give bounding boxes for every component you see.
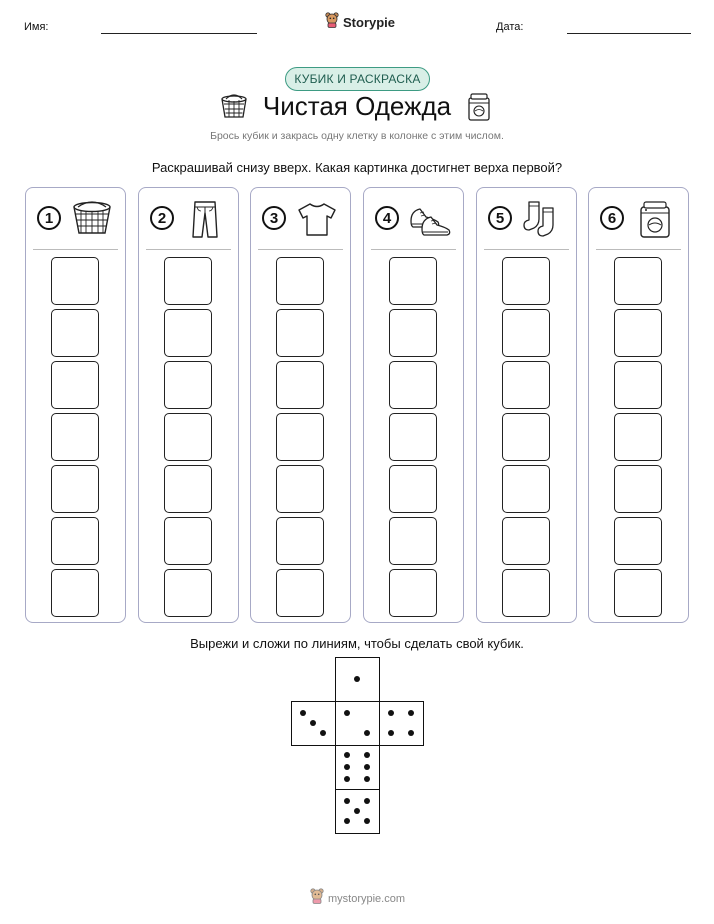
coloring-cell[interactable] <box>502 413 550 461</box>
coloring-cell[interactable] <box>614 309 662 357</box>
column-6 <box>588 187 689 623</box>
die-pip <box>354 676 360 682</box>
coloring-cell[interactable] <box>164 465 212 513</box>
coloring-cell[interactable] <box>164 517 212 565</box>
coloring-cell[interactable] <box>502 257 550 305</box>
column-divider <box>258 249 343 250</box>
coloring-cell[interactable] <box>614 465 662 513</box>
column-2 <box>138 187 239 623</box>
coloring-cell[interactable] <box>389 361 437 409</box>
coloring-cell[interactable] <box>502 465 550 513</box>
die-pip <box>388 710 394 716</box>
column-number: 4 <box>375 206 399 230</box>
coloring-cell[interactable] <box>51 309 99 357</box>
storypie-mascot-icon <box>310 888 324 909</box>
column-number: 3 <box>262 206 286 230</box>
socks-icon <box>521 199 565 244</box>
coloring-cell[interactable] <box>502 569 550 617</box>
coloring-cell[interactable] <box>389 569 437 617</box>
column-4 <box>363 187 464 623</box>
coloring-cell[interactable] <box>614 517 662 565</box>
die-pip <box>364 730 370 736</box>
die-pip <box>388 730 394 736</box>
die-pip <box>344 818 350 824</box>
column-number: 2 <box>150 206 174 230</box>
sneakers-icon <box>408 199 454 244</box>
coloring-cell[interactable] <box>164 569 212 617</box>
die-pip <box>364 752 370 758</box>
coloring-cell[interactable] <box>389 309 437 357</box>
footer <box>310 888 405 909</box>
page-title: Чистая Одежда <box>262 91 452 121</box>
coloring-cell[interactable] <box>389 257 437 305</box>
name-line <box>101 33 257 34</box>
column-number: 5 <box>488 206 512 230</box>
die-face <box>335 657 380 702</box>
coloring-cell[interactable] <box>614 413 662 461</box>
coloring-cell[interactable] <box>51 257 99 305</box>
die-pip <box>364 764 370 770</box>
storypie-mascot-icon <box>325 12 339 33</box>
die-pip <box>310 720 316 726</box>
column-divider <box>146 249 231 250</box>
cut-instruction: Вырежи и сложи по линиям, чтобы сделать свой кубик. <box>190 636 524 651</box>
column-divider <box>371 249 456 250</box>
die-pip <box>408 730 414 736</box>
column-number: 6 <box>600 206 624 230</box>
coloring-cell[interactable] <box>389 413 437 461</box>
date-line <box>567 33 691 34</box>
coloring-cell[interactable] <box>276 517 324 565</box>
die-face <box>335 789 380 834</box>
die-pip <box>344 764 350 770</box>
coloring-cell[interactable] <box>164 257 212 305</box>
coloring-cell[interactable] <box>502 309 550 357</box>
die-pip <box>300 710 306 716</box>
die-pip <box>344 710 350 716</box>
coloring-cell[interactable] <box>164 309 212 357</box>
die-pip <box>344 798 350 804</box>
coloring-cell[interactable] <box>389 465 437 513</box>
column-divider <box>33 249 118 250</box>
die-face <box>291 701 336 746</box>
coloring-cell[interactable] <box>276 257 324 305</box>
coloring-cell[interactable] <box>276 569 324 617</box>
column-number: 1 <box>37 206 61 230</box>
die-pip <box>364 776 370 782</box>
coloring-cell[interactable] <box>276 309 324 357</box>
name-label: Имя: <box>24 21 49 33</box>
coloring-cell[interactable] <box>614 569 662 617</box>
logo <box>325 12 395 33</box>
coloring-cell[interactable] <box>164 361 212 409</box>
die-pip <box>364 818 370 824</box>
coloring-cell[interactable] <box>51 569 99 617</box>
coloring-cell[interactable] <box>389 517 437 565</box>
subtitle: Брось кубик и закрась одну клетку в колонке с этим числом. <box>210 130 504 142</box>
coloring-cell[interactable] <box>502 517 550 565</box>
die-face <box>335 745 380 790</box>
die-pip <box>354 808 360 814</box>
column-divider <box>484 249 569 250</box>
coloring-cell[interactable] <box>51 517 99 565</box>
pants-icon <box>183 199 227 244</box>
die-pip <box>364 798 370 804</box>
laundry-basket-icon <box>70 199 114 242</box>
tshirt-icon <box>295 199 339 244</box>
coloring-cell[interactable] <box>614 361 662 409</box>
coloring-cell[interactable] <box>614 257 662 305</box>
coloring-cell[interactable] <box>276 413 324 461</box>
coloring-cell[interactable] <box>51 413 99 461</box>
die-pip <box>344 752 350 758</box>
column-divider <box>596 249 681 250</box>
instruction: Раскрашивай снизу вверх. Какая картинка достигнет верха первой? <box>151 160 563 175</box>
coloring-cell[interactable] <box>276 361 324 409</box>
die-face <box>379 701 424 746</box>
category-badge: КУБИК И РАСКРАСКА <box>285 67 430 91</box>
washing-machine-icon <box>465 92 493 127</box>
die-pip <box>408 710 414 716</box>
coloring-cell[interactable] <box>51 361 99 409</box>
coloring-cell[interactable] <box>51 465 99 513</box>
coloring-cell[interactable] <box>276 465 324 513</box>
column-5 <box>476 187 577 623</box>
die-pip <box>320 730 326 736</box>
die-pip <box>344 776 350 782</box>
logo-text: Storypie <box>343 15 396 30</box>
die-face <box>335 701 380 746</box>
footer-url: mystorypie.com <box>328 892 406 905</box>
coloring-cell[interactable] <box>502 361 550 409</box>
column-3 <box>250 187 351 623</box>
washing-machine-icon <box>633 199 677 244</box>
date-label: Дата: <box>496 21 524 33</box>
column-1 <box>25 187 126 623</box>
coloring-cell[interactable] <box>164 413 212 461</box>
